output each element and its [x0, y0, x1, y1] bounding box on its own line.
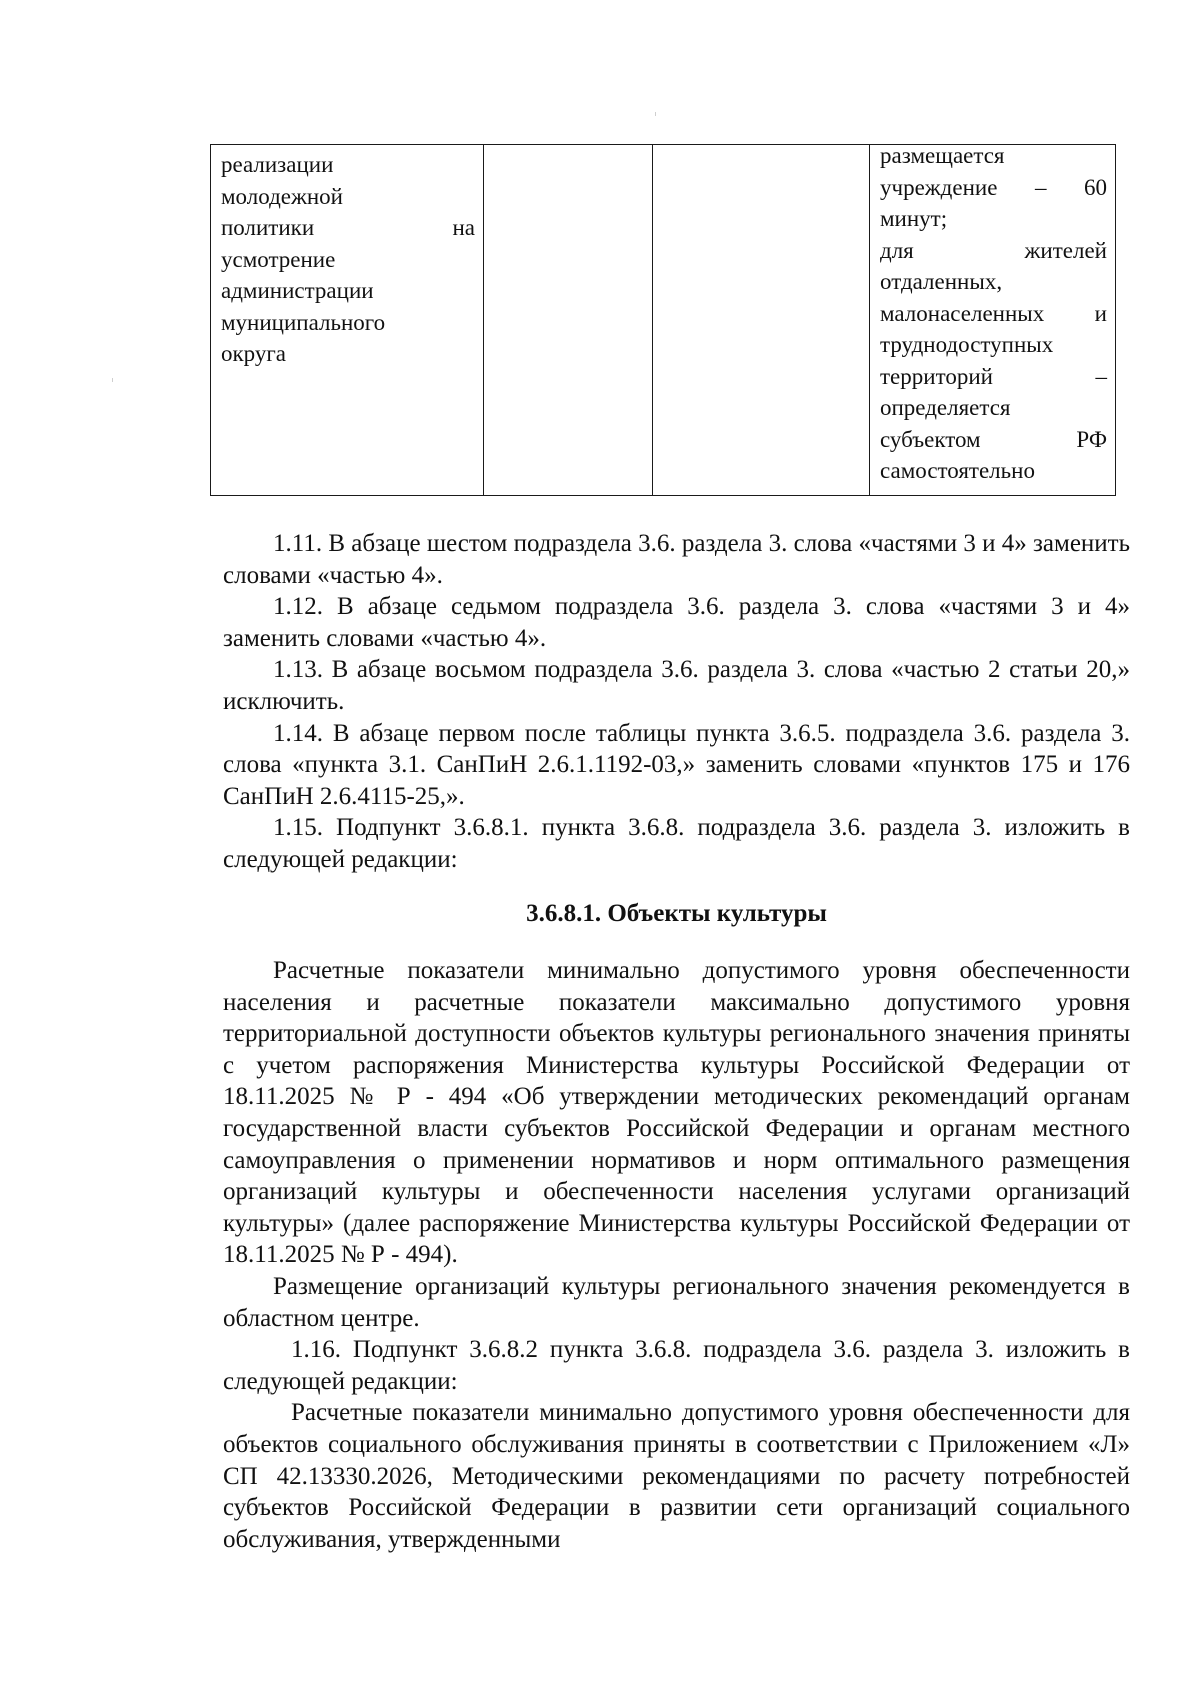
paragraph-1-13: 1.13. В абзаце восьмом подраздела 3.6. раздела 3. слова «частью 2 статьи 20,» исключить.	[223, 656, 1130, 715]
table-cell-purpose	[211, 145, 484, 496]
paragraph-placement: Размещение организаций культуры регионального значения рекомендуется в областном центре.	[223, 1272, 1130, 1332]
cell-line: муниципального	[221, 309, 386, 335]
paragraph-1-15: 1.15. Подпункт 3.6.8.1. пункта 3.6.8. подраздела 3.6. раздела 3. изложить в следующей редакции:	[223, 814, 1130, 873]
cell-line: учреждение – 60	[880, 174, 1107, 200]
cell-line: политики на	[221, 215, 475, 240]
cell-line: малонаселенных и	[880, 300, 1107, 326]
cell-line: размещается	[880, 143, 1005, 168]
cell-line: молодежной	[221, 183, 343, 209]
paragraph-social-services: Расчетные показатели минимально допустимого уровня обеспеченности для объектов социального обслуживания приняты в соответствии с Приложением «Л» СП 42.13330.2026, Методическими рекомендациями по расчету потребностей субъектов Российской Федерации в развитии сети организаций социального обслуживания, утвержденными	[223, 1399, 1130, 1553]
cell-line: администрации	[221, 278, 374, 303]
cell-line: отдаленных,	[880, 269, 1003, 294]
paragraph-culture-indicators: Расчетные показатели минимально допустимого уровня обеспеченности населения и расчетные показатели максимально допустимого уровня территориальной доступности объектов культуры регионального значения приняты с учетом распоряжения Министерства культуры Российской Федерации от 18.11.2025 № Р - 494 «Об утверждении методических рекомендаций органам государственной власти субъектов Российской Федерации и органам местного самоуправления о применении нормативов и норм оптимального размещения организаций культуры и обеспеченности населения услугами организаций культуры» (далее распоряжение Министерства культуры Российской Федерации от 18.11.2025 № Р - 494).	[223, 957, 1130, 1269]
cell-line: субъектом РФ	[880, 426, 1107, 452]
cell-line: для жителей	[880, 237, 1107, 263]
table-cell-empty	[484, 145, 653, 496]
cell-text	[211, 145, 483, 370]
paragraph-1-16: 1.16. Подпункт 3.6.8.2 пункта 3.6.8. подраздела 3.6. раздела 3. изложить в следующей редакции:	[223, 1336, 1130, 1395]
new-wording-block	[223, 955, 1130, 1555]
paragraph-1-12: 1.12. В абзаце седьмом подраздела 3.6. раздела 3. слова «частями 3 и 4» заменить словами «частью 4».	[223, 593, 1130, 652]
cell-line: самостоятельно	[880, 458, 1035, 483]
amendments-block	[223, 528, 1130, 876]
scan-mark	[112, 378, 113, 382]
section-heading: 3.6.8.1. Объекты культуры	[526, 900, 827, 927]
table-row	[211, 145, 1116, 496]
table-cell-empty	[653, 145, 870, 496]
cell-line: округа	[221, 341, 287, 366]
cell-line: труднодоступных	[880, 332, 1054, 357]
scan-mark	[655, 112, 656, 116]
cell-line: определяется	[880, 395, 1011, 420]
paragraph-1-14: 1.14. В абзаце первом после таблицы пункта 3.6.5. подраздела 3.6. раздела 3. слова «пункта 3.1. СанПиН 2.6.1.1192-03,» заменить словами «пунктов 175 и 176 СанПиН 2.6.4115-25,».	[223, 719, 1130, 810]
cell-line: минут;	[880, 206, 948, 231]
paragraph-1-11: 1.11. В абзаце шестом подраздела 3.6. раздела 3. слова «частями 3 и 4» заменить словами «частью 4».	[223, 530, 1130, 589]
cell-line: усмотрение	[221, 246, 336, 272]
cell-line: реализации	[221, 152, 334, 177]
cell-line: территорий –	[880, 363, 1107, 389]
continuation-table	[210, 144, 1116, 496]
cell-text	[870, 140, 1115, 487]
table-cell-accessibility	[870, 145, 1116, 496]
